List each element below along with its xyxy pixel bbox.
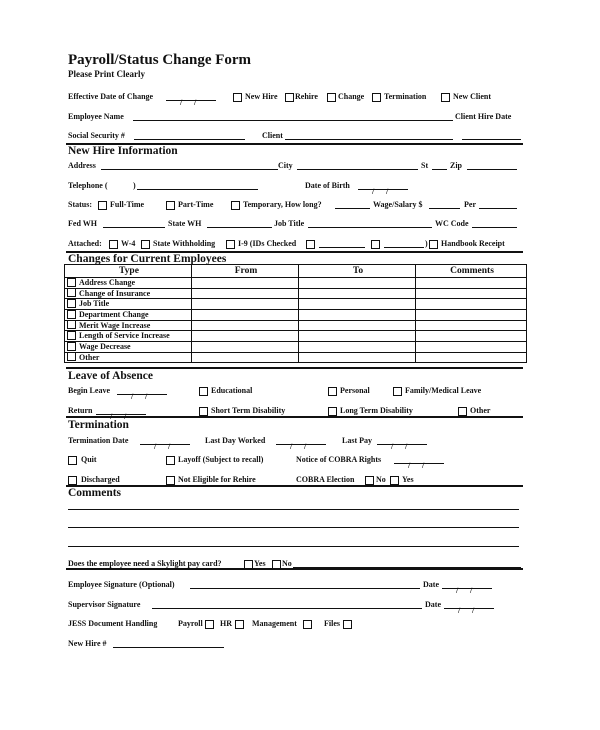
not-eligible-checkbox[interactable] <box>166 476 175 485</box>
cobra-election-label: COBRA Election <box>296 475 355 484</box>
table-row <box>65 352 527 363</box>
cobra-no-checkbox[interactable] <box>365 476 374 485</box>
comments-cell[interactable] <box>416 352 527 363</box>
new-hire-heading: New Hire Information <box>68 145 178 157</box>
comments-cell[interactable] <box>416 309 527 320</box>
type-cell <box>65 299 192 310</box>
educational-checkbox[interactable] <box>199 387 208 396</box>
divider <box>66 416 523 418</box>
begin-leave-field[interactable] <box>117 386 167 395</box>
comments-cell[interactable] <box>416 288 527 299</box>
dob-field[interactable] <box>358 181 408 190</box>
termination-label: Termination <box>384 92 427 101</box>
long-term-checkbox[interactable] <box>328 407 337 416</box>
change-checkbox[interactable] <box>327 93 336 102</box>
payroll-label: Payroll <box>178 619 203 628</box>
effective-date-label: Effective Date of Change <box>68 92 154 101</box>
type-checkbox[interactable] <box>67 288 76 297</box>
state-label: St <box>421 161 429 170</box>
cobra-notice-field[interactable] <box>394 455 444 464</box>
cobra-yes-checkbox[interactable] <box>390 476 399 485</box>
comments-heading: Comments <box>68 487 122 499</box>
last-pay-label: Last Pay <box>342 436 372 445</box>
comments-cell[interactable] <box>416 331 527 342</box>
telephone-paren: ) <box>133 181 136 190</box>
to-cell[interactable] <box>299 331 416 342</box>
quit-checkbox[interactable] <box>68 456 77 465</box>
employee-signature-field[interactable] <box>190 588 420 589</box>
i9-paren: ) <box>425 239 428 248</box>
col-type: Type <box>65 265 192 278</box>
new-client-label: New Client <box>453 92 491 101</box>
change-label: Change <box>338 92 365 101</box>
educational-label: Educational <box>211 386 253 395</box>
date-label: Date <box>423 580 439 589</box>
changes-heading: Changes for Current Employees <box>68 253 227 265</box>
new-hire-label: New Hire <box>245 92 278 101</box>
employee-name-field[interactable] <box>133 120 453 121</box>
divider <box>66 367 523 369</box>
to-cell[interactable] <box>299 341 416 352</box>
last-day-field[interactable] <box>276 436 326 445</box>
zip-field[interactable] <box>467 169 517 170</box>
comments-line[interactable] <box>68 527 519 528</box>
w4-checkbox[interactable] <box>109 240 118 249</box>
to-cell[interactable] <box>299 278 416 289</box>
rehire-checkbox[interactable] <box>285 93 294 102</box>
i9-label: I-9 (IDs Checked <box>238 239 297 248</box>
from-cell[interactable] <box>192 331 299 342</box>
address-field[interactable] <box>101 169 278 170</box>
comments-cell[interactable] <box>416 278 527 289</box>
state-field[interactable] <box>432 169 447 170</box>
hr-label: HR <box>220 619 232 628</box>
client-hire-date-field[interactable] <box>462 139 521 140</box>
ssn-field[interactable] <box>134 139 245 140</box>
type-checkbox[interactable] <box>67 278 76 287</box>
job-title-field[interactable] <box>308 227 432 228</box>
id2-checkbox[interactable] <box>371 240 380 249</box>
date-label: Date <box>425 600 441 609</box>
wc-code-label: WC Code <box>435 219 469 228</box>
employee-signature-label: Employee Signature (Optional) <box>68 580 175 589</box>
table-row <box>65 299 527 310</box>
comments-cell[interactable] <box>416 320 527 331</box>
i9-checkbox[interactable] <box>226 240 235 249</box>
payroll-checkbox[interactable] <box>205 620 214 629</box>
skylight-no-label: No <box>282 559 292 568</box>
table-row <box>65 278 527 289</box>
handbook-label: Handbook Receipt <box>441 239 505 248</box>
type-label: Department Change <box>79 309 149 319</box>
employee-name-label: Employee Name <box>68 112 124 121</box>
type-checkbox[interactable] <box>67 299 76 308</box>
new-hire-number-field[interactable] <box>113 647 224 648</box>
to-cell[interactable] <box>299 288 416 299</box>
leave-heading: Leave of Absence <box>68 370 153 382</box>
to-cell[interactable] <box>299 320 416 331</box>
last-pay-field[interactable] <box>377 436 427 445</box>
comments-cell[interactable] <box>416 341 527 352</box>
discharged-checkbox[interactable] <box>68 476 77 485</box>
new-hire-number-label: New Hire # <box>68 639 107 648</box>
table-row <box>65 341 527 352</box>
to-cell[interactable] <box>299 309 416 320</box>
fed-wh-label: Fed WH <box>68 219 97 228</box>
state-withholding-checkbox[interactable] <box>141 240 150 249</box>
per-field[interactable] <box>479 208 517 209</box>
divider <box>66 485 523 487</box>
state-wh-label: State WH <box>168 219 202 228</box>
return-field[interactable] <box>96 406 146 415</box>
personal-checkbox[interactable] <box>328 387 337 396</box>
type-cell <box>65 309 192 320</box>
dob-label: Date of Birth <box>305 181 350 190</box>
type-cell <box>65 331 192 342</box>
layoff-label: Layoff (Subject to recall) <box>178 455 264 464</box>
id2-field[interactable] <box>384 247 424 248</box>
from-cell[interactable] <box>192 278 299 289</box>
long-term-label: Long Term Disability <box>340 406 413 415</box>
how-long-field[interactable] <box>335 208 370 209</box>
files-checkbox[interactable] <box>343 620 352 629</box>
job-title-label: Job Title <box>274 219 305 228</box>
short-term-checkbox[interactable] <box>199 407 208 416</box>
to-cell[interactable] <box>299 352 416 363</box>
rehire-label: Rehire <box>295 92 318 101</box>
type-cell <box>65 278 192 289</box>
table-row <box>65 331 527 342</box>
not-eligible-label: Not Eligible for Rehire <box>178 475 256 484</box>
employee-date-field[interactable] <box>442 580 492 589</box>
from-cell[interactable] <box>192 352 299 363</box>
w4-label: W-4 <box>121 239 136 248</box>
type-label: Merit Wage Increase <box>79 320 151 330</box>
effective-date-field[interactable] <box>166 92 216 101</box>
comments-cell[interactable] <box>416 299 527 310</box>
type-label: Length of Service Increase <box>79 331 170 341</box>
type-label: Job Title <box>79 299 110 309</box>
zip-label: Zip <box>450 161 463 170</box>
last-day-label: Last Day Worked <box>205 436 266 445</box>
begin-leave-label: Begin Leave <box>68 386 110 395</box>
id1-field[interactable] <box>319 247 365 248</box>
city-label: City <box>278 161 293 170</box>
type-cell <box>65 288 192 299</box>
full-time-label: Full-Time <box>110 200 145 209</box>
skylight-label: Does the employee need a Skylight pay card? <box>68 559 222 568</box>
skylight-yes-label: Yes <box>254 559 266 568</box>
ssn-label: Social Security # <box>68 131 125 140</box>
form-title: Payroll/Status Change Form <box>68 52 252 68</box>
col-from: From <box>192 265 299 278</box>
from-cell[interactable] <box>192 309 299 320</box>
comments-line[interactable] <box>68 509 519 510</box>
from-cell[interactable] <box>192 320 299 331</box>
supervisor-signature-field[interactable] <box>152 608 422 609</box>
type-checkbox[interactable] <box>67 310 76 319</box>
cobra-no-label: No <box>376 475 386 484</box>
short-term-label: Short Term Disability <box>211 406 286 415</box>
management-checkbox[interactable] <box>303 620 312 629</box>
part-time-checkbox[interactable] <box>166 201 175 210</box>
full-time-checkbox[interactable] <box>98 201 107 210</box>
client-hire-date-label: Client Hire Date <box>455 112 512 121</box>
attached-label: Attached: <box>68 239 102 248</box>
client-field[interactable] <box>285 139 453 140</box>
divider <box>66 568 523 570</box>
termination-date-field[interactable] <box>140 436 190 445</box>
type-checkbox[interactable] <box>67 331 76 340</box>
type-checkbox[interactable] <box>67 352 76 361</box>
cobra-notice-label: Notice of COBRA Rights <box>296 455 382 464</box>
type-label: Address Change <box>79 278 136 287</box>
status-label: Status: <box>68 200 93 209</box>
type-checkbox[interactable] <box>67 320 76 329</box>
city-field[interactable] <box>297 169 418 170</box>
from-cell[interactable] <box>192 299 299 310</box>
supervisor-date-field[interactable] <box>444 600 494 609</box>
fed-wh-field[interactable] <box>103 227 165 228</box>
family-medical-label: Family/Medical Leave <box>405 386 482 395</box>
management-label: Management <box>252 619 297 628</box>
client-label: Client <box>262 131 283 140</box>
wc-code-field[interactable] <box>472 227 517 228</box>
type-label: Wage Decrease <box>79 341 131 351</box>
table-row <box>65 320 527 331</box>
files-label: Files <box>324 619 340 628</box>
quit-label: Quit <box>81 455 97 464</box>
family-medical-checkbox[interactable] <box>393 387 402 396</box>
cobra-yes-label: Yes <box>402 475 414 484</box>
new-client-checkbox[interactable] <box>441 93 450 102</box>
wage-label: Wage/Salary $ <box>373 200 423 209</box>
address-label: Address <box>68 161 96 170</box>
type-cell <box>65 320 192 331</box>
type-checkbox[interactable] <box>67 342 76 351</box>
type-cell <box>65 341 192 352</box>
from-cell[interactable] <box>192 341 299 352</box>
temporary-checkbox[interactable] <box>231 201 240 210</box>
termination-heading: Termination <box>68 419 129 431</box>
col-comments: Comments <box>416 265 527 278</box>
telephone-field[interactable] <box>137 189 258 190</box>
layoff-checkbox[interactable] <box>166 456 175 465</box>
new-hire-checkbox[interactable] <box>233 93 242 102</box>
changes-table <box>64 264 527 363</box>
table-row <box>65 288 527 299</box>
handbook-checkbox[interactable] <box>429 240 438 249</box>
wage-field[interactable] <box>429 208 460 209</box>
type-cell <box>65 352 192 363</box>
col-to: To <box>299 265 416 278</box>
from-cell[interactable] <box>192 288 299 299</box>
personal-label: Personal <box>340 386 370 395</box>
type-label: Change of Insurance <box>79 288 151 298</box>
state-withholding-label: State Withholding <box>153 239 216 248</box>
discharged-label: Discharged <box>81 475 120 484</box>
state-wh-field[interactable] <box>207 227 272 228</box>
hr-checkbox[interactable] <box>235 620 244 629</box>
per-label: Per <box>464 200 476 209</box>
termination-date-label: Termination Date <box>68 436 129 445</box>
temporary-label: Temporary, How long? <box>243 200 322 209</box>
telephone-label: Telephone ( <box>68 181 108 190</box>
part-time-label: Part-Time <box>178 200 214 209</box>
table-row <box>65 309 527 320</box>
jess-label: JESS Document Handling <box>68 619 158 628</box>
comments-line[interactable] <box>68 546 519 547</box>
to-cell[interactable] <box>299 299 416 310</box>
return-label: Return <box>68 406 93 415</box>
termination-checkbox[interactable] <box>372 93 381 102</box>
supervisor-signature-label: Supervisor Signature <box>68 600 141 609</box>
subtitle: Please Print Clearly <box>68 69 145 79</box>
other-leave-checkbox[interactable] <box>458 407 467 416</box>
id1-checkbox[interactable] <box>306 240 315 249</box>
type-label: Other <box>79 352 100 362</box>
other-leave-label: Other <box>470 406 491 415</box>
